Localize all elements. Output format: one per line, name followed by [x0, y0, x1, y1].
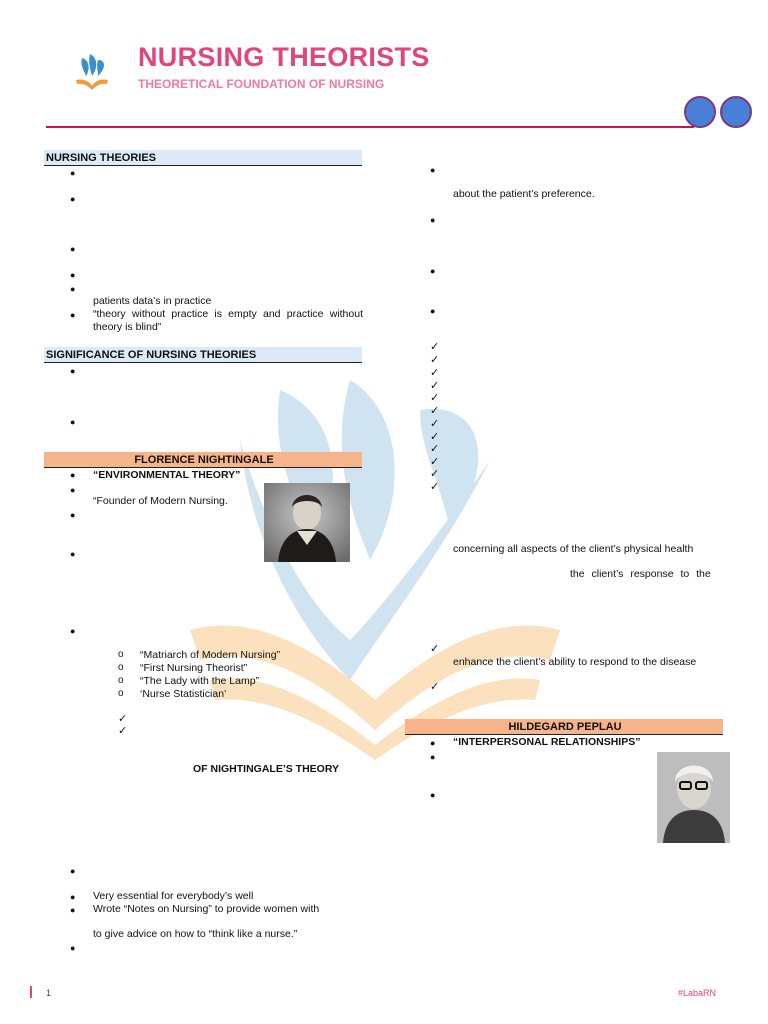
bullet: ● [70, 905, 76, 915]
check-icon: ✓ [430, 392, 440, 404]
circle-bullet: o [118, 662, 124, 673]
decor-circle-right [720, 96, 752, 128]
brand-logo-icon [72, 52, 112, 94]
check-icon: ✓ [430, 431, 440, 443]
bullet: ● [70, 284, 76, 294]
circle-bullet: o [118, 649, 124, 660]
bullet: ● [70, 310, 76, 320]
page-subtitle: THEORETICAL FOUNDATION OF NURSING [138, 77, 385, 91]
bullet: ● [70, 168, 76, 178]
text-concerning: concerning all aspects of the client’s physical health [453, 543, 694, 555]
bullet: ● [70, 626, 76, 636]
bullet: ● [70, 485, 76, 495]
text-preference: about the patient’s preference. [453, 188, 595, 200]
check-icon: ✓ [430, 380, 440, 392]
bullet: ● [430, 790, 436, 800]
check-icon: ✓ [430, 354, 440, 366]
text-notes-on-nursing: Wrote “Notes on Nursing” to provide women with [93, 903, 320, 915]
text-theory-quote: “theory without practice is empty and practice without theory is blind” [93, 308, 363, 333]
section-peplau: HILDEGARD PEPLAU [405, 719, 723, 735]
bullet: ● [430, 165, 436, 175]
check-icon: ✓ [430, 481, 440, 493]
nightingale-portrait [264, 483, 350, 562]
check-icon: ✓ [430, 643, 440, 655]
bullet: ● [70, 366, 76, 376]
bullet: ● [70, 943, 76, 953]
header-rule [46, 126, 694, 128]
check-icon: ✓ [118, 713, 128, 725]
text-interpersonal: “INTERPERSONAL RELATIONSHIPS” [453, 736, 641, 748]
text-of-theory: OF NIGHTINGALE’S THEORY [193, 763, 340, 775]
bullet: ● [430, 738, 436, 748]
check-icon: ✓ [430, 405, 440, 417]
bullet: ● [70, 866, 76, 876]
bullet: ● [430, 306, 436, 316]
text-essential: Very essential for everybody’s well [93, 890, 254, 902]
text-enhance: enhance the client’s ability to respond to the disease [453, 656, 697, 668]
section-nursing-theories: NURSING THEORIES [44, 150, 362, 166]
footer-hashtag: #LabaRN [678, 988, 717, 998]
check-icon: ✓ [430, 443, 440, 455]
page-title: NURSING THEORISTS [138, 42, 430, 72]
check-icon: ✓ [430, 418, 440, 430]
circle-bullet: o [118, 688, 124, 699]
check-icon: ✓ [430, 341, 440, 353]
peplau-portrait [657, 752, 730, 843]
title-lady-lamp: “The Lady with the Lamp” [140, 675, 260, 687]
title-statistician: ‘Nurse Statistician’ [140, 688, 227, 700]
title-first-theorist: “First Nursing Theorist” [140, 662, 248, 674]
bullet: ● [70, 194, 76, 204]
footer-bar [30, 986, 32, 998]
text-founder: “Founder of Modern Nursing. [93, 495, 228, 507]
bullet: ● [430, 266, 436, 276]
check-icon: ✓ [430, 468, 440, 480]
bullet: ● [70, 510, 76, 520]
check-icon: ✓ [430, 456, 440, 468]
check-icon: ✓ [430, 681, 440, 693]
text-response: the client’s response to the [570, 568, 711, 580]
check-icon: ✓ [118, 725, 128, 737]
bullet: ● [70, 892, 76, 902]
title-matriarch: “Matriarch of Modern Nursing” [140, 649, 281, 661]
bullet: ● [430, 752, 436, 762]
bullet: ● [70, 270, 76, 280]
bullet: ● [70, 549, 76, 559]
section-nightingale: FLORENCE NIGHTINGALE [44, 452, 362, 468]
page-number: 1 [46, 988, 52, 998]
text-patients-data: patients data’s in practice [93, 295, 212, 307]
circle-bullet: o [118, 675, 124, 686]
text-environmental-theory: “ENVIRONMENTAL THEORY” [93, 469, 241, 481]
bullet: ● [70, 244, 76, 254]
section-significance: SIGNIFICANCE OF NURSING THEORIES [44, 347, 362, 363]
check-icon: ✓ [430, 367, 440, 379]
bullet: ● [430, 215, 436, 225]
decor-circle-left [684, 96, 716, 128]
text-advice: to give advice on how to “think like a nurse.” [93, 928, 298, 940]
bullet: ● [70, 470, 76, 480]
bullet: ● [70, 417, 76, 427]
